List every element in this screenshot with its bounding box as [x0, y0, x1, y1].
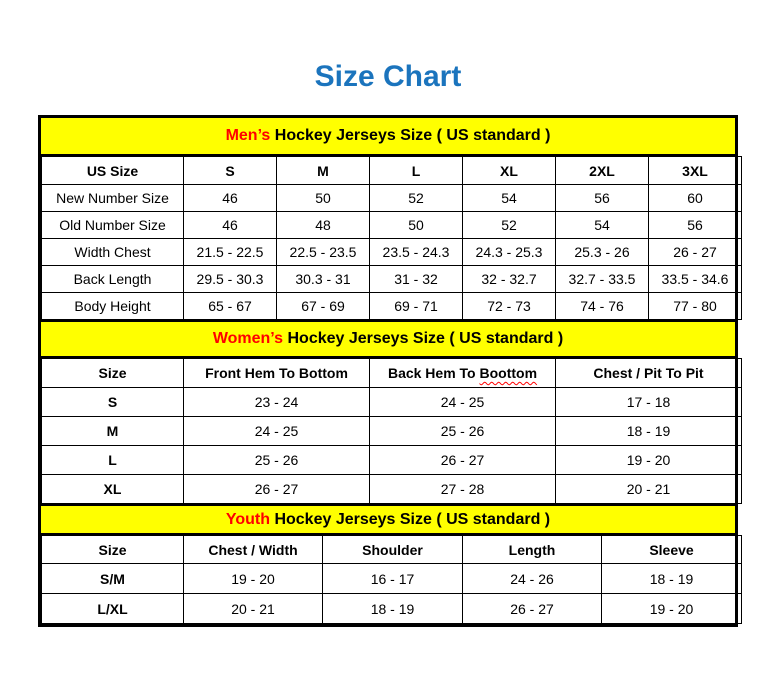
- header-cell: US Size: [42, 157, 184, 185]
- youth-size-table: [41, 535, 742, 624]
- row-label-cell: XL: [42, 475, 184, 504]
- youth-label-highlight: Youth: [225, 510, 270, 528]
- spellcheck-squiggle-word: Boottom: [479, 365, 538, 381]
- row-label-cell: S/M: [42, 564, 184, 594]
- header-cell: Front Hem To Bottom: [184, 359, 370, 388]
- row-label-cell: S: [42, 388, 184, 417]
- data-cell: 50: [277, 185, 370, 212]
- data-cell: 32 - 32.7: [463, 266, 556, 293]
- row-label-cell: L: [42, 446, 184, 475]
- data-cell: 16 - 17: [323, 564, 463, 594]
- row-label-cell: M: [42, 417, 184, 446]
- data-cell: 23 - 24: [184, 388, 370, 417]
- data-cell: 46: [184, 185, 277, 212]
- table-header-row: [42, 536, 742, 564]
- data-cell: 56: [649, 212, 742, 239]
- data-cell: 31 - 32: [370, 266, 463, 293]
- table-row: [42, 446, 742, 475]
- data-cell: 20 - 21: [184, 594, 323, 624]
- data-cell: 50: [370, 212, 463, 239]
- data-cell: 18 - 19: [556, 417, 742, 446]
- data-cell: 46: [184, 212, 277, 239]
- womens-label-highlight: Women’s: [212, 330, 284, 347]
- header-cell-misspelled: [370, 359, 556, 388]
- header-cell: Shoulder: [323, 536, 463, 564]
- data-cell: 77 - 80: [649, 293, 742, 320]
- data-cell: 18 - 19: [602, 564, 742, 594]
- data-cell: 24 - 26: [463, 564, 602, 594]
- header-cell: Chest / Width: [184, 536, 323, 564]
- data-cell: 52: [370, 185, 463, 212]
- data-cell: 74 - 76: [556, 293, 649, 320]
- data-cell: 20 - 21: [556, 475, 742, 504]
- data-cell: 29.5 - 30.3: [184, 266, 277, 293]
- data-cell: 27 - 28: [370, 475, 556, 504]
- table-row: [42, 185, 742, 212]
- data-cell: 19 - 20: [184, 564, 323, 594]
- data-cell: 25.3 - 26: [556, 239, 649, 266]
- table-row: [42, 475, 742, 504]
- data-cell: 54: [463, 185, 556, 212]
- mens-section-header: [41, 118, 735, 156]
- table-row: [42, 212, 742, 239]
- youth-section-header: [41, 504, 735, 535]
- row-label-cell: L/XL: [42, 594, 184, 624]
- data-cell: 67 - 69: [277, 293, 370, 320]
- mens-label-highlight: Men’s: [225, 127, 271, 144]
- header-cell: L: [370, 157, 463, 185]
- table-row: [42, 239, 742, 266]
- header-cell: Size: [42, 359, 184, 388]
- data-cell: 25 - 26: [370, 417, 556, 446]
- table-row: [42, 266, 742, 293]
- data-cell: 24 - 25: [370, 388, 556, 417]
- data-cell: 26 - 27: [370, 446, 556, 475]
- womens-section-header: [41, 320, 735, 358]
- table-row: [42, 564, 742, 594]
- header-cell: XL: [463, 157, 556, 185]
- size-chart-container: [38, 115, 738, 627]
- header-cell: Length: [463, 536, 602, 564]
- data-cell: 21.5 - 22.5: [184, 239, 277, 266]
- table-header-row: [42, 359, 742, 388]
- data-cell: 32.7 - 33.5: [556, 266, 649, 293]
- row-label-cell: Body Height: [42, 293, 184, 320]
- data-cell: 24 - 25: [184, 417, 370, 446]
- row-label-cell: Back Length: [42, 266, 184, 293]
- data-cell: 17 - 18: [556, 388, 742, 417]
- table-row: [42, 417, 742, 446]
- header-cell: S: [184, 157, 277, 185]
- data-cell: 56: [556, 185, 649, 212]
- data-cell: 19 - 20: [556, 446, 742, 475]
- mens-size-table: [41, 156, 742, 320]
- data-cell: 48: [277, 212, 370, 239]
- data-cell: 24.3 - 25.3: [463, 239, 556, 266]
- womens-size-table: [41, 358, 742, 504]
- table-row: [42, 594, 742, 624]
- header-cell: 3XL: [649, 157, 742, 185]
- data-cell: 65 - 67: [184, 293, 277, 320]
- row-label-cell: New Number Size: [42, 185, 184, 212]
- youth-label-rest: Hockey Jerseys Size ( US standard ): [270, 510, 551, 528]
- data-cell: 26 - 27: [463, 594, 602, 624]
- data-cell: 26 - 27: [184, 475, 370, 504]
- header-cell: M: [277, 157, 370, 185]
- data-cell: 72 - 73: [463, 293, 556, 320]
- data-cell: 25 - 26: [184, 446, 370, 475]
- data-cell: 30.3 - 31: [277, 266, 370, 293]
- header-cell: 2XL: [556, 157, 649, 185]
- header-cell: Sleeve: [602, 536, 742, 564]
- page-title: Size Chart: [314, 60, 462, 93]
- mens-label-rest: Hockey Jerseys Size ( US standard ): [270, 127, 551, 144]
- data-cell: 54: [556, 212, 649, 239]
- table-row: [42, 293, 742, 320]
- data-cell: 60: [649, 185, 742, 212]
- row-label-cell: Old Number Size: [42, 212, 184, 239]
- data-cell: 18 - 19: [323, 594, 463, 624]
- row-label-cell: Width Chest: [42, 239, 184, 266]
- header-text: Back Hem To: [387, 365, 480, 381]
- data-cell: 19 - 20: [602, 594, 742, 624]
- data-cell: 69 - 71: [370, 293, 463, 320]
- data-cell: 52: [463, 212, 556, 239]
- table-row: [42, 388, 742, 417]
- womens-label-rest: Hockey Jerseys Size ( US standard ): [283, 330, 564, 347]
- data-cell: 33.5 - 34.6: [649, 266, 742, 293]
- table-header-row: [42, 157, 742, 185]
- data-cell: 23.5 - 24.3: [370, 239, 463, 266]
- data-cell: 22.5 - 23.5: [277, 239, 370, 266]
- header-cell: Chest / Pit To Pit: [556, 359, 742, 388]
- header-cell: Size: [42, 536, 184, 564]
- data-cell: 26 - 27: [649, 239, 742, 266]
